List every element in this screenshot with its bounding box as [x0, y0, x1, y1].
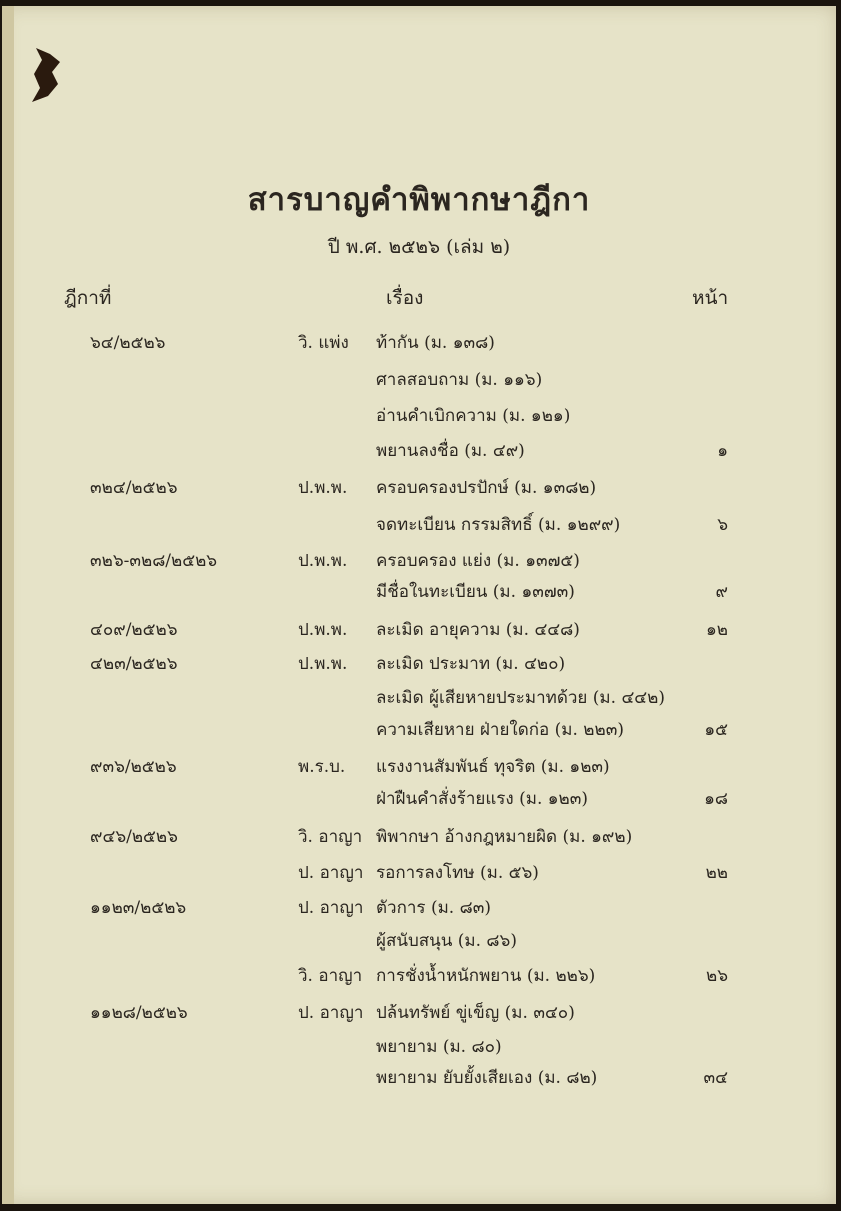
law-code: ป. อาญา [298, 898, 364, 918]
topic-text: ท้ากัน (ม. ๑๓๘) [376, 333, 495, 353]
header-topic: เรื่อง [386, 287, 424, 309]
case-number: ๓๒๔/๒๕๒๖ [90, 478, 178, 498]
law-code: ป.พ.พ. [298, 551, 348, 571]
topic-text: ครอบครองปรปักษ์ (ม. ๑๓๘๒) [376, 478, 597, 498]
header-case-number: ฎีกาที่ [64, 287, 112, 309]
law-code: วิ. อาญา [298, 966, 363, 986]
topic-text: ผู้สนับสนุน (ม. ๘๖) [376, 931, 517, 951]
law-code: วิ. อาญา [298, 827, 363, 847]
page-title: สารบาญคำพิพากษาฎีกา [247, 182, 591, 218]
topic-text: แรงงานสัมพันธ์ ทุจริต (ม. ๑๒๓) [376, 757, 610, 777]
case-number: ๔๒๓/๒๕๒๖ [90, 654, 178, 674]
page-number: ๒๒ [705, 863, 728, 883]
topic-text: ปล้นทรัพย์ ขู่เข็ญ (ม. ๓๔๐) [376, 1003, 575, 1023]
page-number: ๑๒ [706, 620, 728, 640]
topic-text: ละเมิด ประมาท (ม. ๔๒๐) [376, 654, 566, 674]
topic-text: ฝ่าฝืนคำสั่งร้ายแรง (ม. ๑๒๓) [376, 789, 589, 809]
topic-text: อ่านคำเบิกความ (ม. ๑๒๑) [376, 406, 571, 426]
page-subtitle: ปี พ.ศ. ๒๕๒๖ (เล่ม ๒) [327, 236, 511, 258]
topic-text: ศาลสอบถาม (ม. ๑๑๖) [376, 370, 543, 390]
header-page: หน้า [692, 287, 729, 309]
topic-text: ละเมิด ผู้เสียหายประมาทด้วย (ม. ๔๔๒) [376, 688, 666, 708]
case-number: ๖๔/๒๕๒๖ [90, 333, 166, 353]
law-code: พ.ร.บ. [298, 757, 346, 777]
page-number: ๙ [715, 582, 728, 602]
page-number: ๓๔ [703, 1068, 728, 1088]
topic-text: รอการลงโทษ (ม. ๕๖) [376, 863, 539, 883]
document-page [2, 6, 836, 1204]
law-code: ป. อาญา [298, 863, 364, 883]
topic-text: การชั่งน้ำหนักพยาน (ม. ๒๒๖) [376, 966, 596, 986]
law-code: ป.พ.พ. [298, 478, 348, 498]
case-number: ๓๒๖-๓๒๘/๒๕๒๖ [90, 551, 218, 571]
topic-text: พยายาม (ม. ๘๐) [376, 1037, 502, 1057]
page-number: ๒๖ [706, 966, 728, 986]
page-number: ๑ [717, 441, 728, 461]
topic-text: จดทะเบียน กรรมสิทธิ์ (ม. ๑๒๙๙) [376, 515, 621, 535]
topic-text: ตัวการ (ม. ๘๓) [376, 898, 491, 918]
topic-text: ละเมิด อายุความ (ม. ๔๔๘) [376, 620, 580, 640]
torn-corner-mark [28, 44, 64, 104]
law-code: ป.พ.พ. [298, 620, 348, 640]
case-number: ๙๓๖/๒๕๒๖ [90, 757, 177, 777]
topic-text: ครอบครอง แย่ง (ม. ๑๓๗๕) [376, 551, 580, 571]
page-number: ๖ [717, 515, 728, 535]
law-code: ป.พ.พ. [298, 654, 348, 674]
topic-text: มีชื่อในทะเบียน (ม. ๑๓๗๓) [376, 582, 575, 602]
topic-text: พยายาม ยับยั้งเสียเอง (ม. ๘๒) [376, 1068, 598, 1088]
topic-text: พิพากษา อ้างกฎหมายผิด (ม. ๑๙๒) [376, 827, 633, 847]
topic-text: พยานลงชื่อ (ม. ๔๙) [376, 441, 525, 461]
page-number: ๑๕ [704, 720, 728, 740]
case-number: ๙๔๖/๒๕๒๖ [90, 827, 178, 847]
law-code: ป. อาญา [298, 1003, 364, 1023]
law-code: วิ. แพ่ง [298, 333, 349, 353]
page-number: ๑๘ [704, 789, 728, 809]
case-number: ๑๑๒๓/๒๕๒๖ [90, 898, 187, 918]
case-number: ๑๑๒๘/๒๕๒๖ [90, 1003, 188, 1023]
topic-text: ความเสียหาย ฝ่ายใดก่อ (ม. ๒๒๓) [376, 720, 624, 740]
case-number: ๔๐๙/๒๕๒๖ [90, 620, 178, 640]
